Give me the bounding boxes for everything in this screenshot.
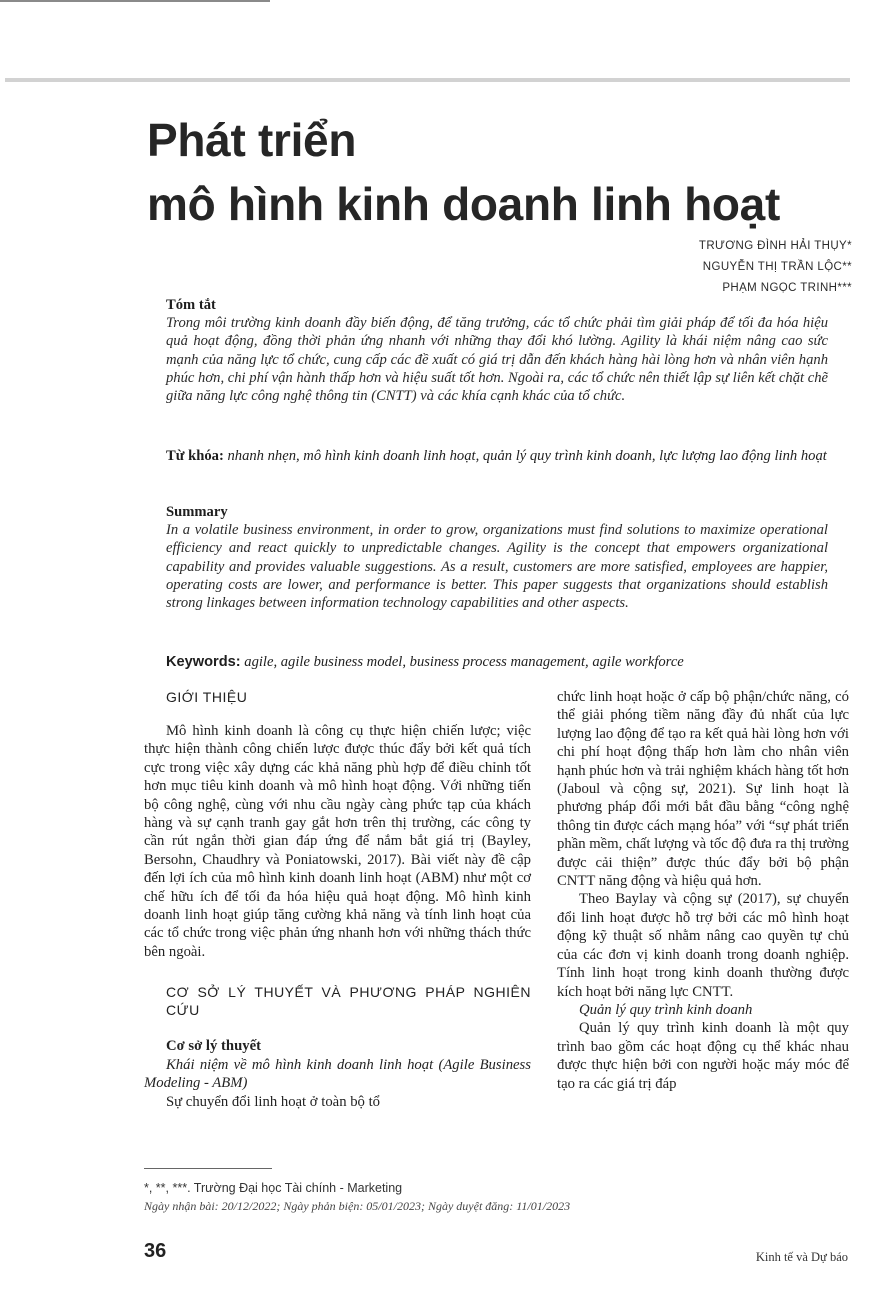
col2-paragraph-1: chức linh hoạt hoặc ở cấp bộ phận/chức năng, có thể giải phóng tiềm năng đầy đủ nhất của lực lượng lao động để tạo ra kết quả hài lòng hơn với chi phí hoạt động thấp hơn làm cho nhân viên hạnh phúc hơn và trải nghiệm khách hàng tốt hơn (Jaboul và cộng sự, 2021). Sự linh hoạt là phương pháp đổi mới bắt đầu bằng “công nghệ thông tin được cách mạng hóa” với “sự phát triển phần mềm, chất lượng và tốc độ đưa ra thị trường được cải thiện” được thúc đẩy bởi bộ phận CNTT năng động và hiệu quả hơn. [557, 689, 849, 890]
keywords-english [166, 653, 828, 671]
author-1: TRƯƠNG ĐÌNH HẢI THỤY* [698, 240, 852, 252]
abm-concept-heading: Khái niệm về mô hình kinh doanh linh hoạt (Agile Business Modeling - ABM) [144, 1056, 531, 1092]
header-rule [5, 78, 850, 82]
bpm-heading: Quản lý quy trình kinh doanh [579, 1001, 753, 1018]
intro-paragraph: Mô hình kinh doanh là công cụ thực hiện chiến lược; việc thực hiện thành công chiến lược được thúc đẩy bởi kết quả tích cực trong việc xây dựng các khả năng phù hợp để điều chỉnh tốt hơn mục tiêu kinh doanh và mô hình hoạt động. Với những tiến bộ công nghệ, cùng với nhu cầu ngày càng phức tạp của khách hàng và sự cạnh tranh gay gắt hơn trên thị trường, các công ty cần rút ngắn thời gian đáp ứng để nắm bắt giá trị (Bayley, Bersohn, Chaudhry và Poniatowski, 2017). Bài viết này đề cập đến lợi ích của mô hình kinh doanh linh hoạt (ABM) như một cơ chế hữu ích để tối đa hóa hiệu quả hoạt động. Mô hình kinh doanh linh hoạt giúp tăng cường khả năng và tính linh hoạt của các tổ chức trong việc phản ứng nhanh hơn với những thách thức bên ngoài. [144, 723, 531, 960]
section-heading-introduction: GIỚI THIỆU [166, 689, 248, 705]
col2-paragraph-3: Quản lý quy trình kinh doanh là một quy trình bao gồm các hoạt động cụ thể khác nhau được thực hiện bởi con người hoặc máy móc để tạo ra các giá trị đáp [557, 1020, 849, 1092]
abstract-en-heading: Summary [166, 504, 228, 520]
title-line-2: mô hình kinh doanh linh hoạt [147, 178, 780, 230]
author-list [699, 236, 852, 299]
author-2: NGUYỄN THỊ TRẦN LỘC** [702, 261, 852, 273]
keywords-vi-text: nhanh nhẹn, mô hình kinh doanh linh hoạt, quản lý quy trình kinh doanh, lực lượng lao động linh hoạt [227, 448, 827, 464]
footnote-affiliation: *, **, ***. Trường Đại học Tài chính - Marketing [144, 1181, 403, 1195]
abstract-vietnamese [166, 296, 828, 405]
keywords-vi-label: Từ khóa: [166, 448, 224, 464]
body-column-left [144, 688, 531, 1111]
col2-paragraph-2: Theo Baylay và cộng sự (2017), sự chuyển đổi linh hoạt được hỗ trợ bởi các mô hình hoạt động kỹ thuật số nhằm nâng cao quyền tự chủ của các đơn vị kinh doanh trong doanh nghiệp. Tính linh hoạt trong kinh doanh thường được kích hoạt bởi năng lực CNTT. [557, 891, 849, 1000]
title-line-1: Phát triển [147, 114, 357, 166]
top-rule-short [0, 0, 270, 2]
abstract-en-text: In a volatile business environment, in order to grow, organizations must find solutions to maximize operational efficiency and react quickly to unpredictable changes. Agility is the concept that empowers organizational capability and provides valuable suggestions. As a result, customers are more satisfied, employees are happier, operating costs are lower, and performance is better. This paper suggests that organizations should establish strong linkages between information technology capabilities and other aspects. [166, 522, 828, 612]
body-column-right [557, 688, 849, 1093]
journal-name: Kinh tế và Dự báo [755, 1250, 848, 1264]
keywords-vietnamese [166, 447, 828, 465]
section-heading-theory: CƠ SỞ LÝ THUYẾT VÀ PHƯƠNG PHÁP NGHIÊN CỨU [166, 984, 531, 1019]
keywords-en-label: Keywords: [166, 654, 241, 670]
abstract-vi-text: Trong môi trường kinh doanh đầy biến động, để tăng trưởng, các tổ chức phải tìm giải pháp để tối đa hóa hiệu quả hoạt động, đồng thời phản ứng nhanh với những thay đổi khó lường. Agility là khái niệm nâng cao sức mạnh của năng lực tổ chức, cung cấp các đề xuất có giá trị dẫn đến khách hàng hài lòng hơn và nhân viên hạnh phúc hơn, chi phí vận hành thấp hơn và hiệu suất tốt hơn. Ngoài ra, các tổ chức nên thiết lập sự liên kết chặt chẽ giữa năng lực công nghệ thông tin (CNTT) và các khía cạnh khác của tổ chức. [166, 315, 828, 405]
col1-tail-paragraph: Sự chuyển đổi linh hoạt ở toàn bộ tổ [166, 1093, 380, 1110]
subsection-heading-theory: Cơ sở lý thuyết [166, 1038, 262, 1055]
footnote-rule [144, 1168, 272, 1169]
article-title [147, 108, 867, 236]
abstract-vi-heading: Tóm tắt [166, 297, 216, 313]
footnote-dates: Ngày nhận bài: 20/12/2022; Ngày phản biện: 05/01/2023; Ngày duyệt đăng: 11/01/2023 [144, 1199, 571, 1213]
page-number: 36 [144, 1240, 167, 1262]
abstract-english [166, 503, 828, 612]
keywords-en-text: agile, agile business model, business process management, agile workforce [244, 654, 684, 670]
author-3: PHẠM NGỌC TRINH*** [722, 282, 852, 294]
